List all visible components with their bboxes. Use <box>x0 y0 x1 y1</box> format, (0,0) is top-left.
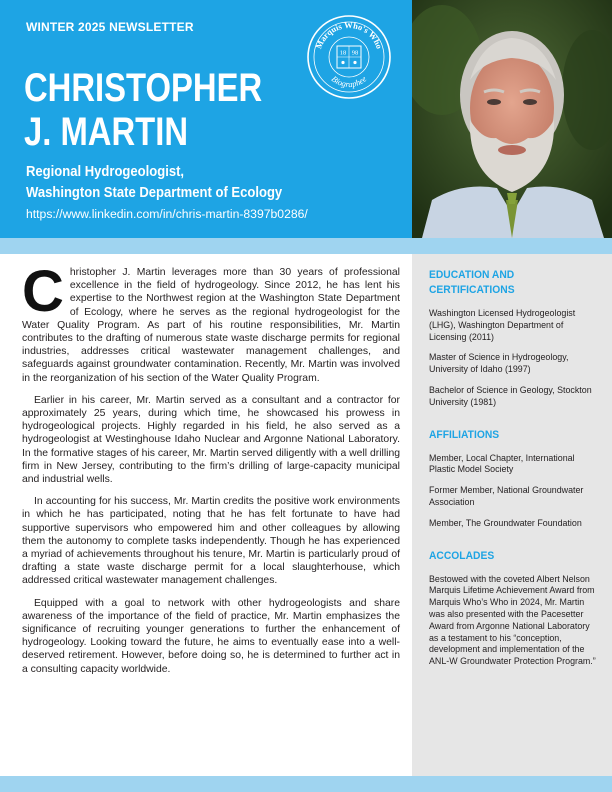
accolades-text: Bestowed with the coveted Albert Nelson Marquis Lifetime Achievement Award from Marquis Who’s Who in 2024, Mr. Martin was also presented with the Pacesetter Award from Argonne National Laboratory as a testament to his “conception, development and implementation of the ANL-W Groundwater Protection Program.” <box>429 573 596 667</box>
affiliations-heading: AFFILIATIONS <box>429 428 500 441</box>
affiliations-section <box>429 428 596 530</box>
education-section <box>429 268 596 409</box>
article-paragraph-2: Earlier in his career, Mr. Martin served as a consultant and a contractor for approximately 25 years, during which time, he showcased his prowess in hydrogeological projects. Highly regarded in his field, he also served as a hydrogeologist at Westinghouse Idaho Nuclear and Argonne National Laboratory. In the formative stages of his career, Mr. Martin served diligently with a well drilling firm in New Jersey, contributing to the firm’s drilling of large-capacity municipal and industrial wells. <box>22 394 400 486</box>
accolades-section <box>429 549 596 668</box>
role-line-2: Washington State Department of Ecology <box>26 185 283 201</box>
education-heading-line-2: CERTIFICATIONS <box>429 284 515 296</box>
seal-year-left: 18 <box>339 49 347 57</box>
seal-top-text: Marquis Who's Who <box>313 19 385 51</box>
education-item: Washington Licensed Hydrogeologist (LHG), Washington Department of Licensing (2011) <box>429 308 576 342</box>
article-body <box>22 259 400 685</box>
svg-text:Biographee <box>330 73 369 89</box>
accolades-heading: ACCOLADES <box>429 549 495 562</box>
name-line-1: CHRISTOPHER <box>24 66 263 110</box>
article-paragraph-1-text: hristopher J. Martin leverages more than 30 years of professional excellence in the field of hydrogeology. Since 2012, he has lent his expertise to the Northwest region at the Washington State Department of Ecology, where he serves as the regional hydrogeologist for the Water Quality Program. As part of his routine responsibilities, Mr. Martin contributes to the drafting of numerous state waste discharge permits for regional industries, addresses critical wastewater management challenges, and safeguards against groundwater contamination. Recently, Mr. Martin was involved in the reorganization of his section of the Water Quality Program. <box>22 267 400 384</box>
person-name <box>24 66 262 154</box>
marquis-whos-who-seal-icon <box>306 14 392 100</box>
affiliation-item: Former Member, National Groundwater Association <box>429 485 584 507</box>
person-role <box>26 162 282 204</box>
affiliation-item: Member, Local Chapter, International Plastic Model Society <box>429 452 575 475</box>
affiliation-item: Member, The Groundwater Foundation <box>429 517 582 528</box>
article-paragraph-4: Equipped with a goal to network with other hydrogeologists and share awareness of the importance of the field of practice, Mr. Martin emphasizes the significance of recruiting younger generations to further the enhancement of hydrogeology. Looking toward the future, he aims to eventually ease into a well-deserved retirement. However, before doing so, he is determined to further act in a consulting capacity worldwide. <box>22 597 400 675</box>
seal-year-right: 98 <box>351 49 359 57</box>
sidebar <box>412 254 612 776</box>
portrait-photo <box>412 0 612 238</box>
linkedin-link[interactable]: https://www.linkedin.com/in/chris-martin-8397b0286/ <box>26 207 308 221</box>
name-line-2: J. MARTIN <box>24 110 188 154</box>
seal-bottom-text: Biographee <box>329 73 369 90</box>
drop-cap: C <box>22 259 64 324</box>
education-item: Bachelor of Science in Geology, Stockton University (1981) <box>429 384 592 407</box>
role-line-1: Regional Hydrogeologist, <box>26 164 185 180</box>
footer-band <box>0 776 612 792</box>
education-item: Master of Science in Hydrogeology, University of Idaho (1997) <box>429 352 569 375</box>
article-paragraph-3: In accounting for his success, Mr. Martin credits the positive work environments in which he has participated, noting that he has felt fortunate to have had supportive supervisors who empowered him and other colleagues by allowing them the autonomy to complete tasks independently. Though he has experienced a myriad of achievements throughout his tenure, Mr. Martin is particularly proud of drafting a state waste discharge permit for a local slaughterhouse, which addressed critical wastewater management challenges. <box>22 496 400 587</box>
newsletter-label: WINTER 2025 NEWSLETTER <box>26 20 194 34</box>
article-paragraph-1 <box>22 259 400 385</box>
header-divider-band <box>0 238 612 254</box>
education-heading-line-1: EDUCATION AND <box>429 269 515 281</box>
education-heading <box>429 268 583 298</box>
